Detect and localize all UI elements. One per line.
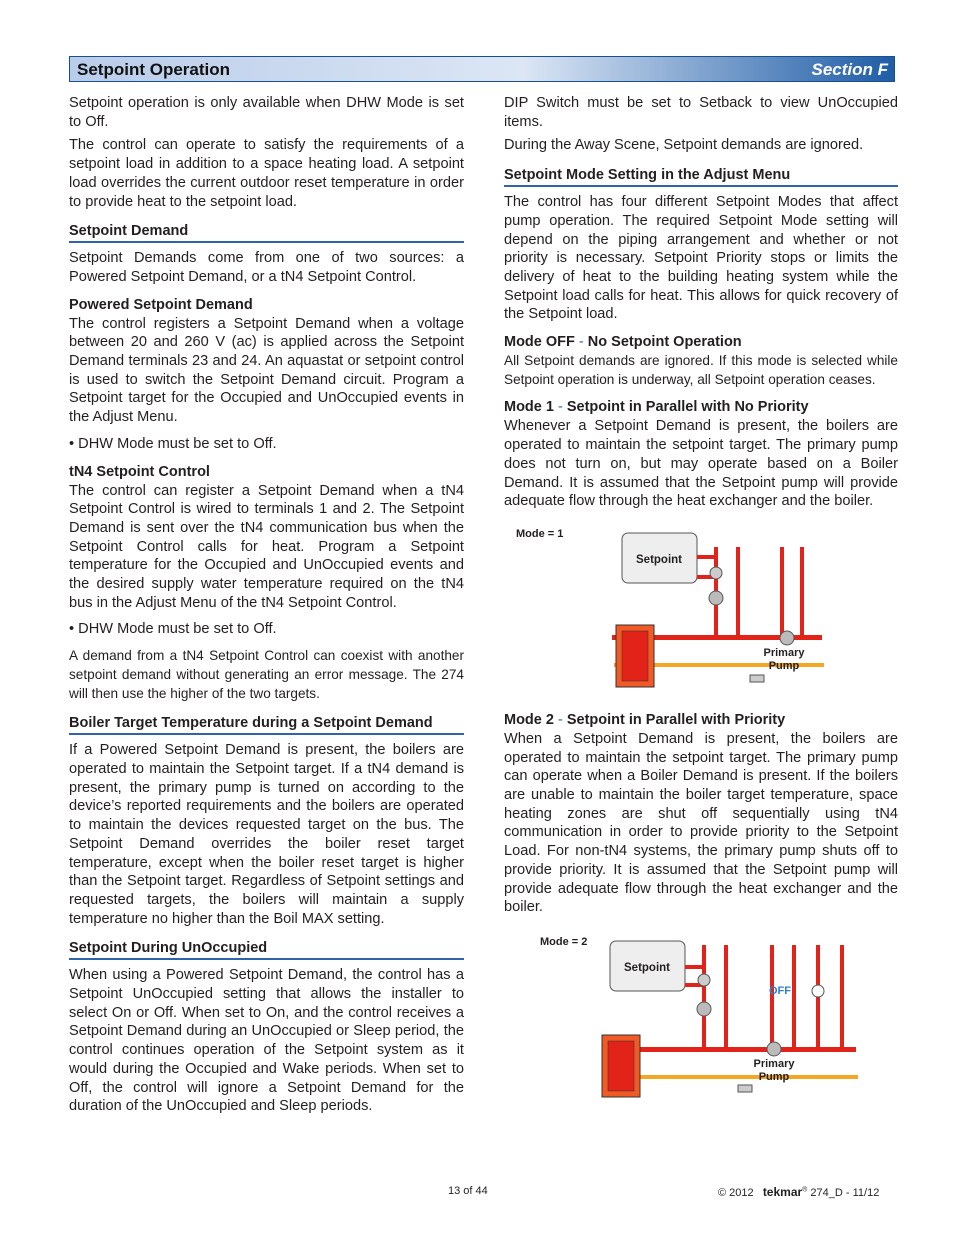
mode-setting-text: The control has four different Setpoint Modes that affect pump operation. The required Setpoint Mode setting will depend on the piping arrangement and whether or not priority is necessary. Setpoint Priority stops or limits the delivery of heat to the building heating system while the Setpoint load calls for heat. This allows for quick recovery of the Setpoint load.: [504, 194, 898, 323]
copyright: © 2012: [718, 1187, 754, 1199]
intro-paragraph-1: Setpoint operation is only available when DHW Mode is set to Off.: [69, 95, 464, 130]
setpoint-demand-heading: Setpoint Demand: [69, 223, 464, 243]
mode-1-text: Whenever a Setpoint Demand is present, the boilers are operated to maintain the setpoint target. The primary pump does not turn on, but may operate based on a Boiler Demand. It is assumed that the Setpoint pump will provide adequate flow through the heat exchanger and the boiler.: [504, 418, 898, 510]
off-label: OFF: [769, 984, 791, 997]
mode-1-heading: Mode 1 - Setpoint in Parallel with No Priority: [504, 399, 809, 416]
tn4-control-heading: tN4 Setpoint Control: [69, 463, 210, 480]
check-valve-icon: [698, 974, 710, 986]
section-label: Section F: [811, 60, 888, 79]
mode-off-title: No Setpoint Operation: [587, 334, 742, 351]
primary-pump-label-line1: Primary: [763, 646, 805, 659]
valve-icon: [738, 1085, 752, 1092]
primary-pump-label-line2: Pump: [768, 659, 800, 672]
mode-2-diagram: [504, 925, 898, 1105]
primary-pump-label-line1: Primary: [753, 1057, 795, 1070]
page-title: Setpoint Operation: [77, 60, 230, 79]
unoccupied-heading: Setpoint During UnOccupied: [69, 940, 464, 960]
section-header: [69, 56, 895, 82]
left-column: [69, 94, 464, 1121]
dhw-note-2: • DHW Mode must be set to Off.: [69, 621, 277, 638]
valve-icon: [750, 675, 764, 682]
powered-demand-heading: Powered Setpoint Demand: [69, 296, 253, 313]
check-valve-icon: [710, 567, 722, 579]
mode-setting-heading: Setpoint Mode Setting in the Adjust Menu: [504, 167, 898, 187]
mode-1-title: Setpoint in Parallel with No Priority: [566, 399, 809, 416]
brand-logo: tekmar: [762, 1185, 803, 1199]
setpoint-label: Setpoint: [636, 553, 682, 566]
dhw-note-1: • DHW Mode must be set to Off.: [69, 435, 277, 452]
primary-pump-label-line2: Pump: [758, 1070, 790, 1083]
boiler-target-text: If a Powered Setpoint Demand is present, the boilers are operated to maintain the Setpoint target. If a tN4 demand is present, the primary pump is turned on according to the device’s reported requirements and the boilers are operated to maintain the devices requested target on the bus. The Setpoint Demand overrides the boiler reset target temperature, except when the boiler reset target is higher than the Setpoint target. Regardless of Setpoint settings and requested targets, the boilers will maintain a supply temperature no higher than the Boil MAX setting.: [69, 742, 464, 927]
tn4-control-text: The control can register a Setpoint Demand when a tN4 Setpoint Control is wired to terminals 1 and 2. The Setpoint Demand is sent over the tN4 communication bus when the Setpoint Control calls for heat. Program a Setpoint temperature for the Occupied and UnOccupied events and the desired supply water temperature required on the tN4 bus in the Adjust Menu of the tN4 Setpoint Control.: [69, 482, 464, 611]
mode-2-label: Mode = 2: [540, 935, 588, 948]
powered-demand-text: The control registers a Setpoint Demand when a voltage between 20 and 260 V (ac) is applied across the Setpoint Demand terminals 23 and 24. An aquastat or setpoint control is used to switch the Setpoint Demand circuit. Program a Setpoint target for the Occupied and UnOccupied events in the Adjust Menu.: [69, 315, 464, 426]
primary-pump-icon: [767, 1042, 781, 1056]
mode-1-label: Mode = 1: [516, 527, 564, 540]
right-column: [504, 94, 898, 1113]
setpoint-demand-text: Setpoint Demands come from one of two sources: a Powered Setpoint Demand, or a tN4 Setpoint Control.: [69, 250, 464, 285]
boiler-target-heading: Boiler Target Temperature during a Setpoint Demand: [69, 715, 464, 735]
mode-2-text: When a Setpoint Demand is present, the boilers are operated to maintain the setpoint target. The primary pump can operate when a Boiler Demand is present. If the boilers are unable to maintain the boiler target temperature, space heating zones are shut off sequentially using tN4 communication in order to provide priority to the Setpoint Load. For non-tN4 systems, the primary pump shuts off to provide priority. It is assumed that the Setpoint pump will provide adequate flow through the heat exchanger and the boiler.: [504, 730, 898, 916]
mode-2-title: Setpoint in Parallel with Priority: [566, 711, 786, 728]
coexist-text: A demand from a tN4 Setpoint Control can coexist with another setpoint demand without generating an error message. The 274 will then use the higher of the two targets.: [69, 648, 464, 701]
mode-2-prefix: Mode 2: [504, 711, 554, 728]
zone-pump-off-icon: [812, 985, 824, 997]
away-scene-text: During the Away Scene, Setpoint demands are ignored.: [504, 137, 864, 154]
document-code: 274_D - 11/12: [810, 1187, 880, 1199]
setpoint-label: Setpoint: [624, 961, 670, 974]
dip-switch-text: DIP Switch must be set to Setback to view UnOccupied items.: [504, 95, 898, 130]
footer-right: [718, 1185, 879, 1199]
setpoint-pump-icon: [709, 591, 723, 605]
setpoint-pump-icon: [697, 1002, 711, 1016]
primary-pump-icon: [780, 631, 794, 645]
page-number: 13 of 44: [448, 1185, 488, 1197]
intro-paragraph-2: The control can operate to satisfy the requirements of a setpoint load in addition to a space heating load. A setpoint load overrides the current outdoor reset temperature in order to provide heat to the setpoint load.: [69, 137, 464, 210]
mode-off-heading: Mode OFF - No Setpoint Operation: [504, 334, 742, 351]
mode-1-diagram: [504, 519, 898, 702]
registered-mark: ®: [802, 1186, 808, 1194]
mode-off-prefix: Mode OFF: [504, 334, 575, 351]
unoccupied-text: When using a Powered Setpoint Demand, the control has a Setpoint UnOccupied setting that allows the installer to select On or Off. When set to On, and the control receives a Setpoint Demand during an UnOccupied or Sleep period, the control continues operation of the Setpoint system as it would during the Occupied and Wake periods. When set to Off, the control will ignore a Setpoint Demand for the duration of the UnOccupied and Sleep periods.: [69, 967, 464, 1115]
mode-2-heading: Mode 2 - Setpoint in Parallel with Priority: [504, 711, 786, 728]
mode-1-prefix: Mode 1: [504, 399, 554, 416]
mode-off-text: All Setpoint demands are ignored. If this mode is selected while Setpoint operation is underway, all Setpoint operation ceases.: [504, 353, 898, 387]
